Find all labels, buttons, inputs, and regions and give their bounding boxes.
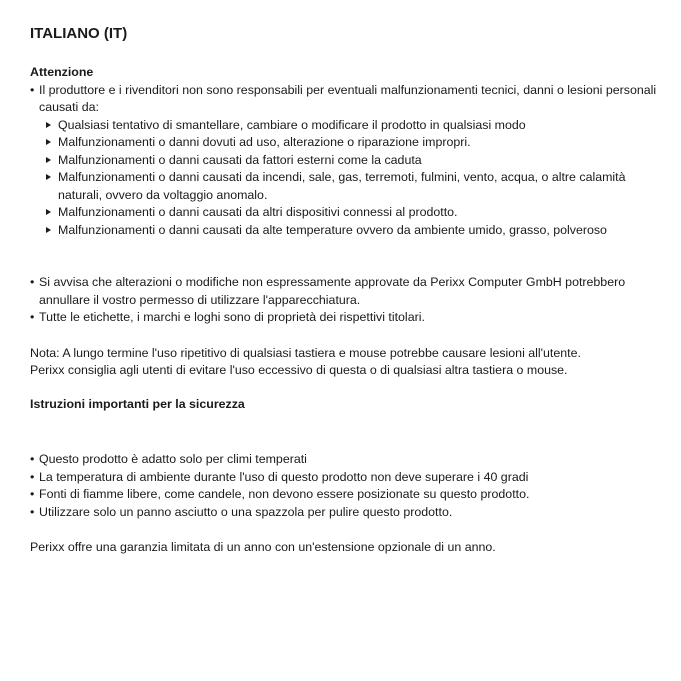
list-item: • Utilizzare solo un panno asciutto o una spazzola per pulire questo prodotto. bbox=[30, 504, 670, 522]
usage-note-line: Perixx consiglia agli utenti di evitare l'uso eccessivo di questa o di qualsiasi altra tastiera o mouse. bbox=[30, 363, 568, 377]
list-item: • Questo prodotto è adatto solo per climi temperati bbox=[30, 451, 670, 469]
language-title: ITALIANO (IT) bbox=[30, 25, 128, 42]
list-item: Malfunzionamenti o danni dovuti ad uso, alterazione o riparazione impropri. bbox=[30, 134, 670, 152]
safety-heading: Istruzioni importanti per la sicurezza bbox=[30, 396, 245, 411]
manual-page bbox=[30, 24, 670, 557]
attention-heading: Attenzione bbox=[30, 65, 94, 79]
list-item: • La temperatura di ambiente durante l'uso di questo prodotto non deve superare i 40 gradi bbox=[30, 469, 670, 487]
list-item: Malfunzionamenti o danni causati da fattori esterni come la caduta bbox=[30, 152, 670, 170]
list-item: Malfunzionamenti o danni causati da incendi, sale, gas, terremoti, fulmini, vento, acqua, o altre calamità naturali, ovvero da voltaggio anomalo. bbox=[30, 169, 670, 204]
list-item: Malfunzionamenti o danni causati da alte temperature ovvero da ambiente umido, grasso, polveroso bbox=[30, 222, 670, 240]
list-item: Malfunzionamenti o danni causati da altri dispositivi connessi al prodotto. bbox=[30, 204, 670, 222]
list-item: Qualsiasi tentativo di smantellare, cambiare o modificare il prodotto in qualsiasi modo bbox=[30, 117, 670, 135]
trademark-notice: • Tutte le etichette, i marchi e loghi sono di proprietà dei rispettivi titolari. bbox=[30, 309, 670, 327]
attention-intro: • Il produttore e i rivenditori non sono responsabili per eventuali malfunzionamenti tecnici, danni o lesioni personali causati da: bbox=[30, 82, 670, 117]
usage-note bbox=[30, 345, 670, 380]
list-item: • Fonti di fiamme libere, come candele, non devono essere posizionate su questo prodotto. bbox=[30, 486, 670, 504]
attention-list bbox=[30, 117, 670, 240]
warranty-text: Perixx offre una garanzia limitata di un anno con un'estensione opzionale di un anno. bbox=[30, 540, 496, 554]
modification-notice: • Si avvisa che alterazioni o modifiche non espressamente approvate da Perixx Computer GmbH potrebbero annullare il vostro permesso di utilizzare l'apparecchiatura. bbox=[30, 274, 670, 309]
usage-note-line: Nota: A lungo termine l'uso ripetitivo di qualsiasi tastiera e mouse potrebbe causare lesioni all'utente. bbox=[30, 345, 581, 360]
safety-list bbox=[30, 451, 670, 521]
